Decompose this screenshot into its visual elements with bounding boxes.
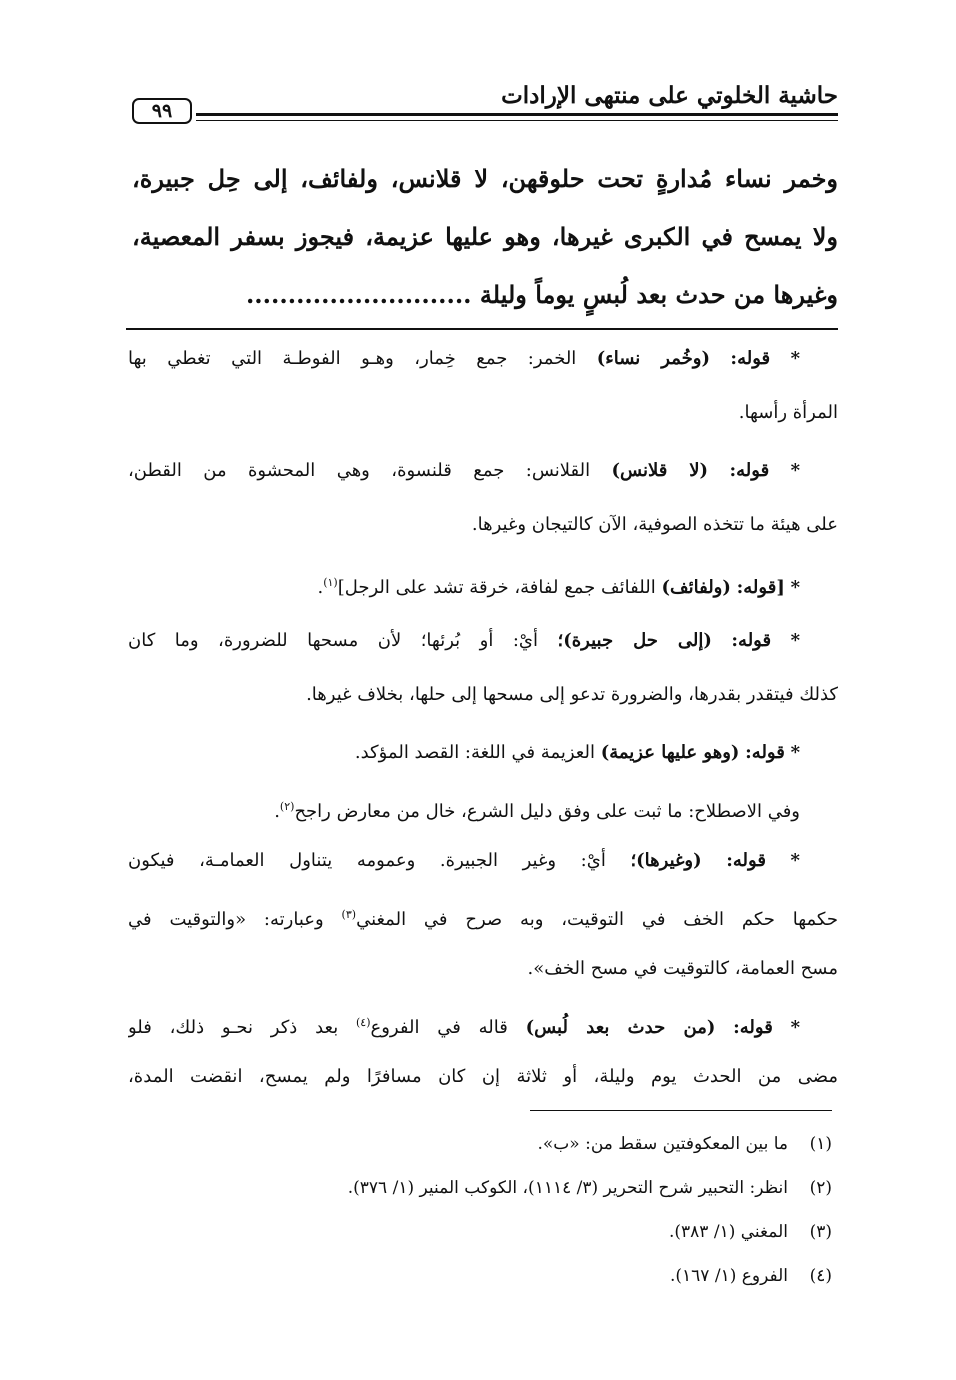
footnote (132, 1254, 832, 1298)
lemma: (وغيرها)؛ (630, 850, 702, 871)
running-title: حاشية الخلوتي على منتهى الإرادات (501, 82, 838, 109)
commentary (128, 332, 838, 1104)
paragraph-marker: * (790, 577, 800, 598)
lemma: (لا قلانس) (611, 460, 709, 481)
footnote (132, 1166, 832, 1210)
matn-text (132, 150, 838, 324)
lemma-lead: قوله: (729, 460, 770, 481)
paragraph-marker: * (790, 630, 801, 651)
commentary-text: أيْ: أو بُرئها؛ لأن مسحها للضرورة، وما كان (128, 630, 538, 651)
commentary-line (128, 332, 838, 386)
footnote-number: (٣) (809, 1222, 832, 1242)
commentary-text: أيْ: وغير الجبيرة. وعمومه يتناول العمامـة، فيكون (128, 850, 606, 871)
matn-divider (126, 328, 838, 330)
footnote-text: الفروع (١/ ١٦٧). (669, 1266, 788, 1286)
footnote-text: المغني (١/ ٣٨٣). (668, 1222, 788, 1242)
paragraph-marker: * (790, 742, 800, 763)
footnote (132, 1210, 832, 1254)
commentary-text: العزيمة في اللغة: القصد المؤكد. (354, 742, 595, 763)
matn-line (132, 266, 838, 324)
commentary-line: على هيئة ما تتخذه الصوفية، الآن كالتيجان وغيرها. (471, 514, 838, 535)
commentary-line (128, 556, 838, 610)
commentary-line (128, 996, 838, 1050)
lemma-lead: قوله: (733, 1017, 773, 1038)
lemma-lead: قوله: (731, 630, 772, 651)
footnote-number: (٤) (809, 1266, 832, 1286)
commentary-text: اللفائف جمع لفافة، خرقة تشد على الرجل] (337, 577, 656, 598)
paragraph-marker: * (790, 1017, 800, 1038)
header-rule (196, 113, 838, 116)
commentary-text: وعبارته: «والتوقيت في (128, 909, 324, 930)
commentary-line: مسح العمامة، كالتوقيت في مسح الخف». (527, 958, 838, 979)
footnote-text: ما بين المعكوفتين سقط من: «ب». (537, 1134, 788, 1154)
lemma-lead: [قوله: (736, 577, 785, 598)
paragraph-marker: * (790, 850, 800, 871)
commentary-text: حكمها حكم الخف في التوقيت، وبه صرح في المغني (356, 909, 838, 930)
commentary-text: وفي الاصطلاح: ما ثبت على وفق دليل الشرع، خال من معارض راجح (294, 801, 800, 822)
footnote-ref[interactable]: (٣) (341, 908, 357, 921)
matn-line: وخمر نساء مُدارةٍ تحت حلوقهن، لا قلانس، ولفائف، إلى حِل جبيرة، (132, 164, 838, 193)
footnote-number: (٢) (809, 1178, 832, 1198)
footnote-text: انظر: التحبير شرح التحرير (٣/ ١١١٤)، الكوكب المنير (١/ ٣٧٦). (347, 1178, 788, 1198)
commentary-text: القلانس: جمع قلنسوة، وهي المحشوة من القطن، (128, 460, 591, 481)
footnote-ref[interactable]: (١) (323, 576, 338, 589)
lemma-lead: قوله: (745, 742, 785, 763)
lemma-lead: قوله: (730, 348, 771, 369)
commentary-line: كذلك فيتقدر بقدرها، والضرورة تدعو إلى مسحها إلى حلها، بخلاف غيرها. (306, 684, 838, 705)
matn-line: ولا يمسح في الكبرى غيرها، وهو عليها عزيمة، فيجوز بسفر المعصية، (132, 222, 838, 251)
matn-dots: ........................... (245, 280, 472, 309)
commentary-line (128, 834, 838, 888)
matn-line-text: وغيرها من حدث بعد لُبسٍ يوماً وليلة (479, 280, 838, 309)
footnote (132, 1122, 832, 1166)
commentary-line: مضى من الحدث يوم وليلة، أو ثلاثة إن كان مسافرًا ولم يمسح، انقضت المدة، (128, 1066, 838, 1087)
punctuation: . (317, 577, 324, 598)
footnote-ref[interactable]: (٤) (355, 1016, 371, 1029)
lemma: (وهو عليها عزيمة) (600, 742, 740, 763)
footnote-ref[interactable]: (٢) (279, 800, 295, 813)
lemma: (إلى حل جبيرة)؛ (557, 630, 712, 651)
page-number: ٩٩ (132, 98, 192, 124)
lemma: (ولفائف) (661, 577, 731, 598)
footnote-separator (530, 1110, 832, 1111)
punctuation: . (274, 801, 280, 822)
commentary-text: بعد ذكر نحـو ذلك، فلو (128, 1017, 339, 1038)
header-rule-thin (196, 120, 838, 121)
footnote-number: (١) (809, 1134, 832, 1154)
commentary-line (128, 614, 838, 668)
commentary-line (128, 444, 838, 498)
commentary-line (128, 726, 838, 780)
paragraph-marker: * (790, 348, 800, 369)
footnotes (132, 1122, 832, 1298)
lemma-lead: قوله: (726, 850, 766, 871)
commentary-line (128, 888, 838, 942)
commentary-line (128, 780, 838, 834)
lemma: (وخُمر نساء) (596, 348, 710, 369)
commentary-text: الخمر: جمع خِمار، وهـو الفوطـة التي تغطي بها (128, 348, 577, 369)
commentary-text: قاله في الفروع (370, 1017, 508, 1038)
paragraph-marker: * (790, 460, 800, 481)
lemma: (من حدث بعد لُبس) (525, 1017, 716, 1038)
commentary-line: المرأة رأسها. (738, 402, 838, 423)
